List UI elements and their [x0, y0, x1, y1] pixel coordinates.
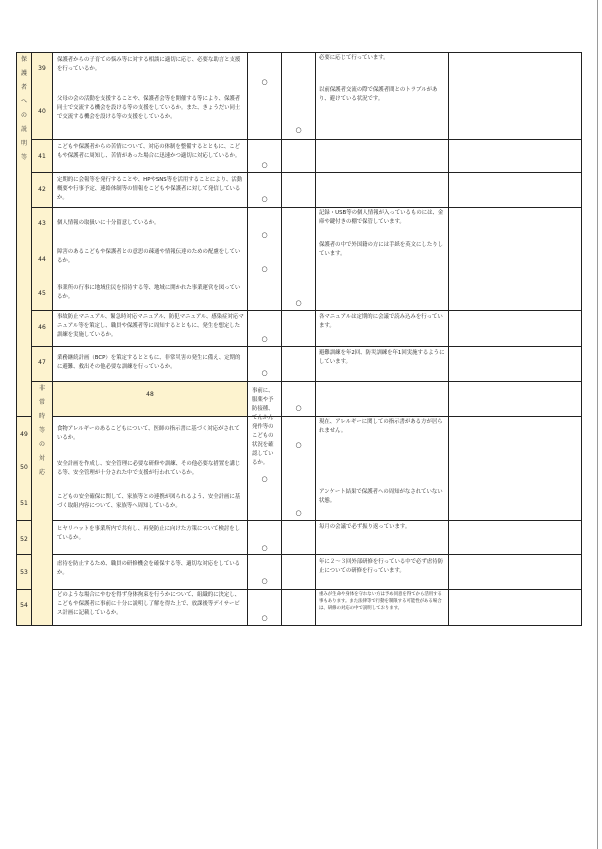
mark-cell	[248, 590, 282, 626]
page-edge-line	[597, 0, 598, 849]
item-text: 安全計画を作成し、安全管理に必要な研修や訓練、その他必要な措置を講じる等、安全管理が十分された中で支援が行われているか。	[57, 461, 241, 476]
circle-mark: ○	[261, 78, 268, 86]
circle-mark: ○	[261, 335, 268, 343]
mark-cell	[248, 140, 282, 173]
note-cell	[449, 382, 582, 417]
item-cell	[53, 417, 248, 521]
row-number-cell	[32, 53, 53, 140]
table-row	[17, 140, 582, 173]
table-row	[17, 521, 582, 555]
extra-cell	[449, 555, 582, 590]
row-number: 42	[38, 186, 46, 193]
mark-cell	[316, 382, 449, 417]
note-cell	[316, 208, 449, 311]
row-number: 44	[38, 256, 46, 263]
row-number: 51	[20, 500, 28, 507]
extra-cell	[449, 53, 582, 140]
mark-cell	[282, 208, 316, 311]
category-cell-emergency	[32, 382, 53, 626]
mark-cell	[248, 173, 282, 208]
extra-cell	[449, 521, 582, 555]
note-cell	[316, 140, 449, 173]
circle-mark: ○	[261, 195, 268, 203]
row-number-cell	[32, 208, 53, 311]
note-cell	[316, 555, 449, 590]
mark-cell	[248, 53, 282, 140]
row-number: 43	[38, 220, 46, 227]
row-number: 54	[20, 602, 28, 609]
mark-cell	[248, 347, 282, 382]
note-cell	[316, 590, 449, 626]
circle-mark: ○	[261, 614, 268, 622]
item-text: ヒヤリハットを事業所内で共有し、再発防止に向けた方策について検討をしているか。	[57, 526, 241, 541]
item-cell	[53, 521, 248, 555]
mark-cell	[282, 521, 316, 555]
circle-mark: ○	[261, 369, 268, 377]
table-row	[17, 382, 582, 417]
mark-cell	[282, 53, 316, 140]
circle-mark: ○	[261, 231, 268, 239]
circle-mark: ○	[261, 475, 268, 483]
table-row	[17, 311, 582, 347]
circle-mark: ○	[261, 577, 268, 585]
extra-cell	[449, 208, 582, 311]
row-number: 45	[38, 290, 46, 297]
extra-cell	[449, 173, 582, 208]
note-text: 各マニュアルは定期的に会議で読み込みを行っています。	[319, 314, 443, 329]
note-cell	[316, 53, 449, 140]
item-text: 事故防止マニュアル、緊急時対応マニュアル、防犯マニュアル、感染症対応マニュアル等を策定し、職員や保護者等に周知するとともに、発生を想定した訓練を実施しているか。	[57, 314, 244, 338]
circle-mark: ○	[261, 161, 268, 169]
row-number-cell	[17, 590, 32, 626]
mark-cell	[282, 555, 316, 590]
circle-mark: ○	[295, 441, 302, 449]
row-number-cell	[17, 521, 32, 555]
extra-cell	[449, 417, 582, 521]
note-text: アンケート結果で保護者への周知がなされていない状態。	[319, 489, 443, 504]
table-row	[17, 555, 582, 590]
mark-cell	[282, 417, 316, 521]
row-number: 52	[20, 536, 28, 543]
item-cell	[53, 140, 248, 173]
mark-cell	[248, 208, 282, 311]
table-row	[17, 173, 582, 208]
circle-mark: ○	[261, 265, 268, 273]
row-number-cell	[17, 417, 32, 521]
item-text: 個人情報の取扱いに十分留意しているか。	[57, 220, 160, 226]
row-number: 50	[20, 464, 28, 471]
mark-cell	[248, 555, 282, 590]
row-number: 48	[146, 391, 154, 398]
item-text: 保護者からの子育ての悩み等に対する相談に適切に応じ、必要な助言と支援を行っているか。	[57, 57, 241, 72]
extra-cell	[449, 311, 582, 347]
item-cell	[53, 555, 248, 590]
row-number: 53	[20, 569, 28, 576]
note-cell	[316, 173, 449, 208]
row-number-cell	[53, 382, 248, 417]
item-cell	[53, 53, 248, 140]
extra-cell	[449, 590, 582, 626]
row-number-cell	[32, 311, 53, 347]
note-cell	[316, 521, 449, 555]
circle-mark: ○	[261, 544, 268, 552]
note-text: 現在、アレルギーに関しての指示書がある方が居られません。	[319, 419, 443, 434]
item-cell	[53, 173, 248, 208]
note-cell	[316, 311, 449, 347]
row-number-cell	[32, 140, 53, 173]
row-number: 40	[38, 108, 46, 115]
item-text: 定期的に会報等を発行することや、HPやSNS等を活用することにより、活動概要や行事予定、連絡体制等の情報をこどもや保護者に対して発信しているか。	[57, 177, 243, 201]
item-text: 食物アレルギーのあるこどもについて、医師の指示書に基づく対応がされているか。	[57, 426, 240, 441]
note-text: 避難訓練を年2回、防災訓練を年1回実施するようにしています。	[319, 350, 445, 365]
note-text: 保護者の中で外国籍の方には手紙を英文にしたりしています。	[319, 242, 443, 257]
table-row	[17, 417, 582, 521]
row-number-cell	[17, 555, 32, 590]
mark-cell	[248, 311, 282, 347]
note-text: 以前保護者交流の際で保護者間とのトラブルがあり、避けている状況です。	[319, 87, 438, 102]
item-text: 事業所の行事に地域住民を招待する等、地域に開かれた事業運営を図っているか。	[57, 285, 241, 300]
category-label: 非常時等の対応	[38, 385, 45, 476]
table-row	[17, 347, 582, 382]
circle-mark: ○	[295, 126, 302, 134]
note-text: 毎月の会議で必ず振り返っています。	[319, 524, 411, 530]
note-cell	[316, 347, 449, 382]
row-number-cell	[32, 173, 53, 208]
item-cell	[248, 382, 282, 466]
category-cell-guardians	[17, 53, 32, 417]
note-text: 必要に応じて行っています。	[319, 55, 389, 61]
extra-cell	[449, 140, 582, 173]
mark-cell	[282, 173, 316, 208]
row-number: 47	[38, 359, 46, 366]
table-row	[17, 590, 582, 626]
note-text: 年に２～３回外部研修を行っている中で必ず虐待防止についての研修を行っています。	[319, 559, 443, 574]
row-number: 39	[38, 65, 46, 72]
mark-cell	[282, 590, 316, 626]
item-text: こどもの安全確保に関して、家族等との連携が図られるよう、安全計画に基づく取組内容について、家族等へ周知しているか。	[57, 494, 241, 509]
circle-mark: ○	[295, 299, 302, 307]
row-number-cell	[32, 347, 53, 382]
item-cell	[53, 311, 248, 347]
table-row	[17, 53, 582, 140]
note-cell	[316, 417, 449, 521]
item-text: 虐待を防止するため、職員の研修機会を確保する等、適切な対応をしているか。	[57, 561, 241, 576]
circle-mark: ○	[295, 404, 302, 412]
evaluation-table	[16, 52, 582, 626]
mark-cell	[282, 347, 316, 382]
mark-cell	[248, 521, 282, 555]
item-cell	[53, 590, 248, 626]
mark-cell	[248, 417, 282, 521]
note-text: 記録・USB等の個人情報が入っているものには、金庫や鍵付きの棚で保管しています。	[319, 210, 444, 225]
item-text: こどもや保護者からの苦情について、対応の体制を整備するとともに、こどもや保護者に周知し、苦情があった場合に迅速かつ適切に対応しているか。	[57, 144, 241, 159]
item-text: 事前に、服薬や予防接種、てんかん発作等のこどもの状況を確認しているか。	[252, 388, 274, 466]
table-row	[17, 208, 582, 311]
row-number: 46	[38, 324, 46, 331]
note-text: 重みが生命や身体を守れない方は予め同意を得てから活用する事もあります。また法律等で行動を制限する可能性がある場合は、研修の対応の中で説明しております。	[319, 592, 442, 611]
extra-cell	[449, 347, 582, 382]
item-text: どのような場合にやむを得ず身体拘束を行うかについて、組織的に決定し、こどもや保護者に事前に十分に説明し了解を得た上で、放課後等デイサービス計画に記載しているか。	[57, 592, 241, 616]
mark-cell	[282, 382, 316, 417]
item-cell	[53, 208, 248, 311]
item-cell	[53, 347, 248, 382]
item-text: 父母の会の活動を支援することや、保護者会等を開催する等により、保護者同士で交流する機会を設ける等の支援をしているか。また、きょうだい同士で交流する機会を設ける等の支援をしているか。	[57, 96, 241, 120]
circle-mark: ○	[295, 509, 302, 517]
category-label: 保護者への説明等	[20, 56, 27, 161]
item-text: 業務継続計画（BCP）を策定するとともに、非常災害の発生に備え、定期的に避難、救出その他必要な訓練を行っているか。	[57, 355, 241, 370]
mark-cell	[282, 140, 316, 173]
item-text: 障害のあるこどもや保護者との意思の疎通や情報伝達のための配慮をしているか。	[57, 249, 241, 264]
mark-cell	[282, 311, 316, 347]
row-number: 41	[38, 153, 46, 160]
row-number: 49	[20, 431, 28, 438]
